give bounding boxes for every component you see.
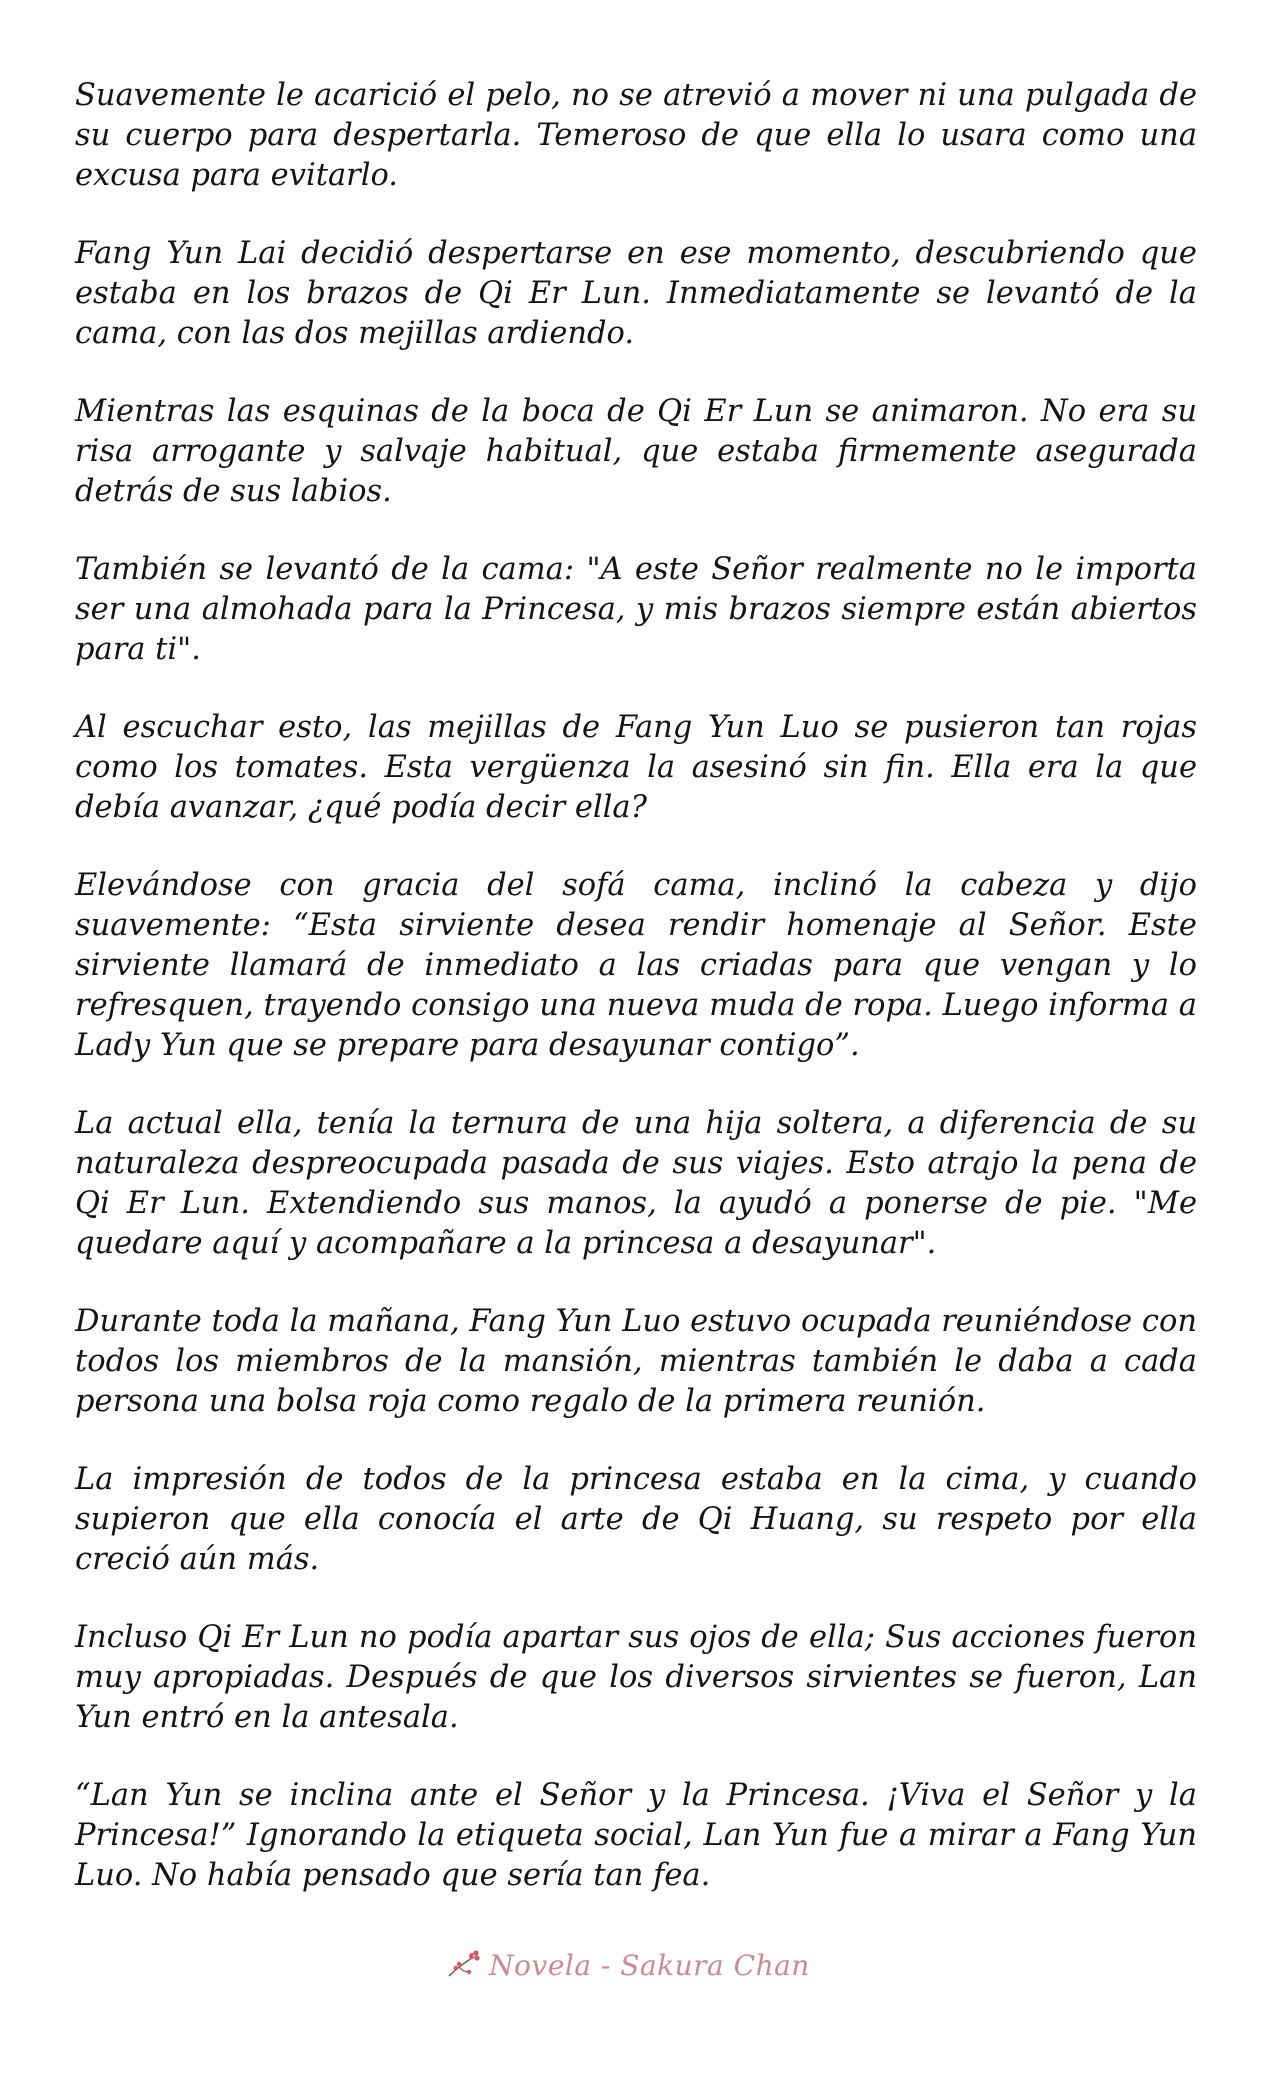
paragraph-5: Al escuchar esto, las mejillas de Fang Yun Luo se pusieron tan rojas como los tomates. Esta vergüenza la asesinó sin fin. Ella era la que debía avanzar, ¿qué podía decir ella? — [75, 710, 1197, 825]
paragraph-1: Suavemente le acarició el pelo, no se atrevió a mover ni una pulgada de su cuerpo para despertarla. Temeroso de que ella lo usara como una excusa para evitarlo. — [75, 78, 1197, 193]
footer-credit-text: Novela - Sakura Chan — [489, 1948, 810, 1982]
footer — [0, 1948, 1275, 1982]
paragraph-3: Mientras las esquinas de la boca de Qi Er Lun se animaron. No era su risa arrogante y salvaje habitual, que estaba firmemente asegurada detrás de sus labios. — [75, 394, 1197, 509]
paragraph-2: Fang Yun Lai decidió despertarse en ese momento, descubriendo que estaba en los brazos de Qi Er Lun. Inmediatamente se levantó de la cama, con las dos mejillas ardiendo. — [75, 236, 1197, 351]
footer-watermark — [445, 1948, 810, 1982]
document-body — [75, 76, 1197, 1934]
paragraph-6: Elevándose con gracia del sofá cama, inclinó la cabeza y dijo suavemente: “Esta sirviente desea rendir homenaje al Señor. Este sirviente llamará de inmediato a las criadas para que vengan y lo refresquen, trayendo consigo una nueva muda de ropa. Luego informa a Lady Yun que se prepare para desayunar contigo”. — [75, 868, 1197, 1063]
paragraph-11: “Lan Yun se inclina ante el Señor y la Princesa. ¡Viva el Señor y la Princesa!” Ignorando la etiqueta social, Lan Yun fue a mirar a Fang Yun Luo. No había pensado que sería tan fea. — [75, 1778, 1197, 1893]
paragraph-8: Durante toda la mañana, Fang Yun Luo estuvo ocupada reuniéndose con todos los miembros de la mansión, mientras también le daba a cada persona una bolsa roja como regalo de la primera reunión. — [75, 1304, 1197, 1419]
cherry-blossom-icon — [445, 1948, 483, 1982]
paragraph-9: La impresión de todos de la princesa estaba en la cima, y cuando supieron que ella conocía el arte de Qi Huang, su respeto por ella creció aún más. — [75, 1462, 1197, 1577]
paragraph-7: La actual ella, tenía la ternura de una hija soltera, a diferencia de su naturaleza despreocupada pasada de sus viajes. Esto atrajo la pena de Qi Er Lun. Extendiendo sus manos, la ayudó a ponerse de pie. "Me quedare aquí y acompañare a la princesa a desayunar". — [75, 1106, 1197, 1261]
paragraph-10: Incluso Qi Er Lun no podía apartar sus ojos de ella; Sus acciones fueron muy apropiadas. Después de que los diversos sirvientes se fueron, Lan Yun entró en la antesala. — [75, 1620, 1197, 1735]
paragraph-4: También se levantó de la cama: "A este Señor realmente no le importa ser una almohada para la Princesa, y mis brazos siempre están abiertos para ti". — [75, 552, 1197, 667]
